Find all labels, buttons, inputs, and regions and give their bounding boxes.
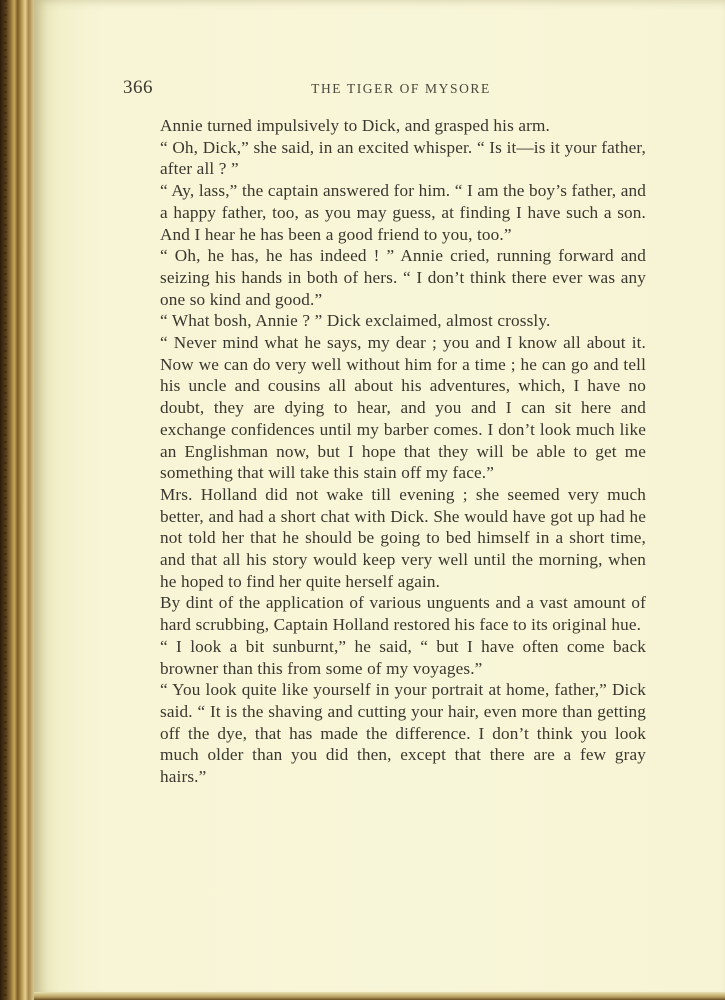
paragraph: Mrs. Holland did not wake till evening ; she seemed very much better, and had a short chat with Dick. She would have got up had he not told her that he should be going to bed himself in a short time, and that all his story would keep very well until the morning, when he hoped to find her quite herself again.	[160, 484, 646, 591]
paragraph: “ You look quite like yourself in your portrait at home, father,” Dick said. “ It is the shaving and cutting your hair, even more than getting off the dye, that has made the difference. I don’t think you look much older than you did then, except that there are a few gray hairs.”	[160, 680, 646, 787]
page-bottom-edge	[34, 992, 725, 1000]
paragraph: By dint of the application of various unguents and a vast amount of hard scrubbing, Captain Holland restored his face to its original hue.	[160, 593, 646, 635]
page-header	[123, 77, 649, 101]
page-number: 366	[123, 77, 153, 98]
paragraph: “ Oh, he has, he has indeed ! ” Annie cried, running forward and seizing his hands in both of hers. “ I don’t think there ever was any one so kind and good.”	[160, 246, 646, 309]
paragraph: “ Oh, Dick,” she said, in an excited whisper. “ Is it—is it your father, after all ? ”	[160, 137, 646, 179]
book-binding-edge	[0, 0, 34, 1000]
paragraph: “ I look a bit sunburnt,” he said, “ but I have often come back browner than this from some of my voyages.”	[160, 636, 646, 678]
paragraph: Annie turned impulsively to Dick, and grasped his arm.	[160, 116, 550, 135]
running-title: THE TIGER OF MYSORE	[311, 81, 491, 96]
paragraph: “ Ay, lass,” the captain answered for him. “ I am the boy’s father, and a happy father, too, as you may guess, at finding I have such a son. And I hear he has been a good friend to you, too.”	[160, 181, 646, 244]
paragraph: “ What bosh, Annie ? ” Dick exclaimed, almost crossly.	[160, 311, 551, 331]
paragraph: “ Never mind what he says, my dear ; you and I know all about it. Now we can do very well without him for a time ; he can go and tell his uncle and cousins all about his adventures, which, I have no doubt, they are dying to hear, and you and I can sit here and exchange confidences until my barber comes. I don’t look much like an Englishman now, but I hope that they will be able to get me something that will take this stain off my face.”	[160, 333, 646, 483]
body-text	[160, 115, 646, 788]
